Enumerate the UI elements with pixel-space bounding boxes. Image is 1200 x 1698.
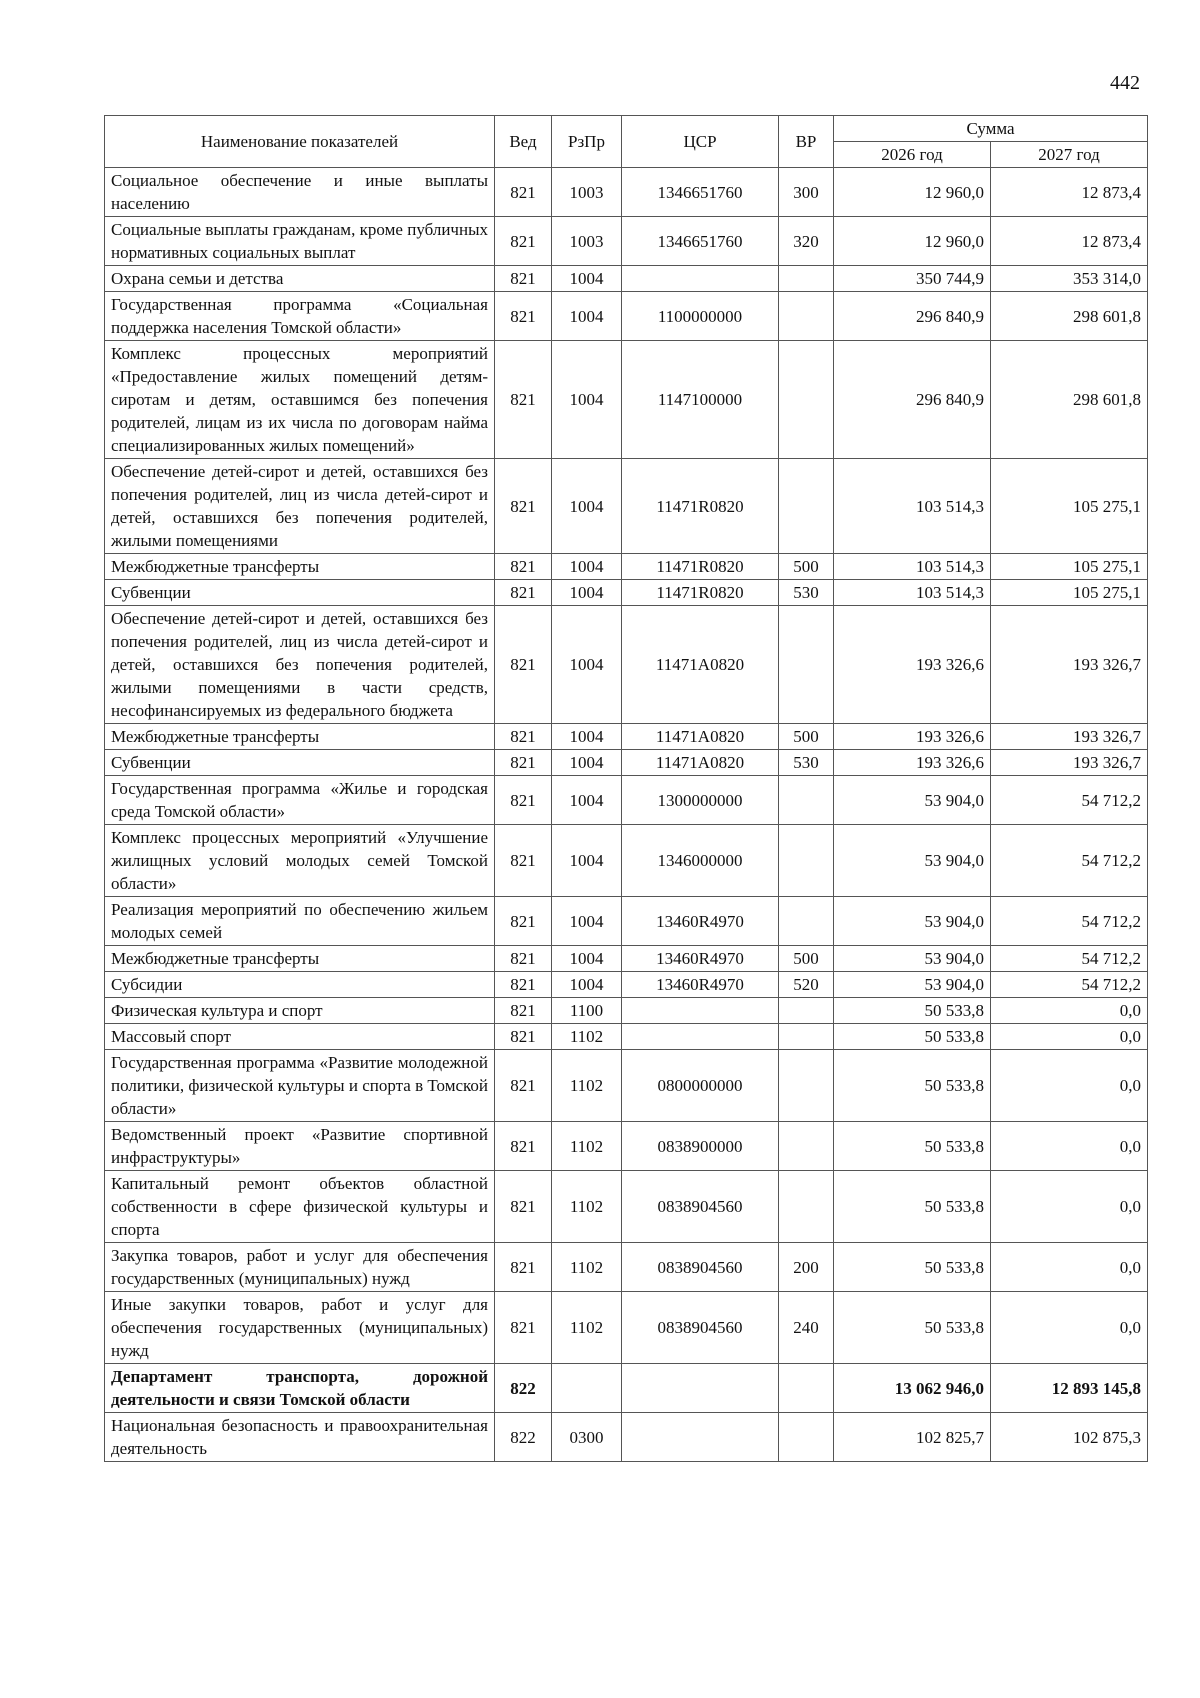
cell-sum-2027: 0,0 bbox=[991, 1122, 1148, 1171]
cell-name: Департамент транспорта, дорожной деятельности и связи Томской области bbox=[105, 1364, 495, 1413]
cell-vr: 500 bbox=[779, 946, 834, 972]
cell-ved: 821 bbox=[495, 168, 552, 217]
cell-vr bbox=[779, 897, 834, 946]
table-row bbox=[105, 1171, 1148, 1243]
cell-csr: 1346000000 bbox=[622, 825, 779, 897]
cell-rzpr: 1004 bbox=[552, 266, 622, 292]
cell-name: Закупка товаров, работ и услуг для обеспечения государственных (муниципальных) нужд bbox=[105, 1243, 495, 1292]
cell-name: Капитальный ремонт объектов областной собственности в сфере физической культуры и спорта bbox=[105, 1171, 495, 1243]
table-row bbox=[105, 606, 1148, 724]
cell-vr: 520 bbox=[779, 972, 834, 998]
cell-name: Государственная программа «Жилье и городская среда Томской области» bbox=[105, 776, 495, 825]
cell-sum-2026: 296 840,9 bbox=[834, 292, 991, 341]
cell-sum-2027: 0,0 bbox=[991, 998, 1148, 1024]
cell-ved: 821 bbox=[495, 1024, 552, 1050]
cell-sum-2026: 50 533,8 bbox=[834, 1292, 991, 1364]
table-row bbox=[105, 825, 1148, 897]
cell-rzpr: 1004 bbox=[552, 341, 622, 459]
table-row bbox=[105, 1243, 1148, 1292]
table-row bbox=[105, 1024, 1148, 1050]
cell-name: Ведомственный проект «Развитие спортивной инфраструктуры» bbox=[105, 1122, 495, 1171]
cell-vr bbox=[779, 459, 834, 554]
cell-rzpr: 1102 bbox=[552, 1292, 622, 1364]
cell-csr bbox=[622, 998, 779, 1024]
cell-rzpr: 1004 bbox=[552, 554, 622, 580]
cell-sum-2027: 0,0 bbox=[991, 1024, 1148, 1050]
cell-rzpr: 1004 bbox=[552, 606, 622, 724]
cell-name: Реализация мероприятий по обеспечению жильем молодых семей bbox=[105, 897, 495, 946]
cell-csr: 11471A0820 bbox=[622, 606, 779, 724]
cell-vr bbox=[779, 266, 834, 292]
cell-rzpr: 1102 bbox=[552, 1024, 622, 1050]
cell-ved: 821 bbox=[495, 1292, 552, 1364]
cell-name: Межбюджетные трансферты bbox=[105, 554, 495, 580]
cell-name: Иные закупки товаров, работ и услуг для обеспечения государственных (муниципальных) нужд bbox=[105, 1292, 495, 1364]
table-row bbox=[105, 292, 1148, 341]
cell-ved: 821 bbox=[495, 606, 552, 724]
cell-name: Охрана семьи и детства bbox=[105, 266, 495, 292]
cell-sum-2026: 53 904,0 bbox=[834, 776, 991, 825]
cell-sum-2026: 53 904,0 bbox=[834, 946, 991, 972]
cell-sum-2026: 102 825,7 bbox=[834, 1413, 991, 1462]
table-row bbox=[105, 1050, 1148, 1122]
cell-name: Субсидии bbox=[105, 972, 495, 998]
table-row bbox=[105, 724, 1148, 750]
cell-sum-2027: 105 275,1 bbox=[991, 459, 1148, 554]
cell-sum-2026: 103 514,3 bbox=[834, 459, 991, 554]
header-vr: ВР bbox=[779, 116, 834, 168]
cell-rzpr: 1004 bbox=[552, 724, 622, 750]
cell-vr: 240 bbox=[779, 1292, 834, 1364]
cell-vr: 200 bbox=[779, 1243, 834, 1292]
cell-ved: 821 bbox=[495, 825, 552, 897]
cell-vr bbox=[779, 606, 834, 724]
cell-ved: 821 bbox=[495, 217, 552, 266]
cell-name: Массовый спорт bbox=[105, 1024, 495, 1050]
cell-sum-2026: 50 533,8 bbox=[834, 1243, 991, 1292]
cell-csr: 13460R4970 bbox=[622, 897, 779, 946]
cell-sum-2027: 105 275,1 bbox=[991, 580, 1148, 606]
cell-name: Межбюджетные трансферты bbox=[105, 946, 495, 972]
table-row bbox=[105, 1292, 1148, 1364]
cell-rzpr: 1004 bbox=[552, 897, 622, 946]
cell-sum-2026: 53 904,0 bbox=[834, 825, 991, 897]
cell-name: Обеспечение детей-сирот и детей, оставшихся без попечения родителей, лиц из числа детей-сирот и детей, оставшихся без попечения родителей, жилыми помещениями bbox=[105, 459, 495, 554]
cell-sum-2027: 298 601,8 bbox=[991, 292, 1148, 341]
cell-csr: 0838904560 bbox=[622, 1292, 779, 1364]
table-row bbox=[105, 580, 1148, 606]
cell-name: Межбюджетные трансферты bbox=[105, 724, 495, 750]
table-row bbox=[105, 946, 1148, 972]
table-header bbox=[105, 116, 1148, 168]
cell-sum-2026: 13 062 946,0 bbox=[834, 1364, 991, 1413]
cell-csr: 0838900000 bbox=[622, 1122, 779, 1171]
cell-vr bbox=[779, 1024, 834, 1050]
cell-sum-2026: 350 744,9 bbox=[834, 266, 991, 292]
cell-rzpr: 1102 bbox=[552, 1122, 622, 1171]
table-row bbox=[105, 168, 1148, 217]
table-row bbox=[105, 554, 1148, 580]
cell-ved: 821 bbox=[495, 897, 552, 946]
cell-vr: 500 bbox=[779, 724, 834, 750]
header-ved: Вед bbox=[495, 116, 552, 168]
table-row bbox=[105, 897, 1148, 946]
budget-table bbox=[104, 115, 1148, 1462]
cell-csr: 0800000000 bbox=[622, 1050, 779, 1122]
table-row bbox=[105, 998, 1148, 1024]
cell-vr bbox=[779, 825, 834, 897]
cell-csr: 11471A0820 bbox=[622, 724, 779, 750]
cell-vr: 300 bbox=[779, 168, 834, 217]
cell-vr bbox=[779, 1413, 834, 1462]
table-row bbox=[105, 217, 1148, 266]
cell-sum-2026: 296 840,9 bbox=[834, 341, 991, 459]
cell-ved: 821 bbox=[495, 459, 552, 554]
cell-csr: 13460R4970 bbox=[622, 972, 779, 998]
cell-name: Национальная безопасность и правоохранительная деятельность bbox=[105, 1413, 495, 1462]
table-row bbox=[105, 972, 1148, 998]
cell-ved: 822 bbox=[495, 1364, 552, 1413]
cell-sum-2026: 53 904,0 bbox=[834, 897, 991, 946]
cell-csr: 11471R0820 bbox=[622, 459, 779, 554]
cell-ved: 822 bbox=[495, 1413, 552, 1462]
cell-vr: 530 bbox=[779, 750, 834, 776]
cell-sum-2026: 12 960,0 bbox=[834, 217, 991, 266]
cell-csr bbox=[622, 1364, 779, 1413]
cell-vr bbox=[779, 998, 834, 1024]
cell-sum-2027: 0,0 bbox=[991, 1292, 1148, 1364]
cell-sum-2026: 193 326,6 bbox=[834, 606, 991, 724]
cell-csr: 13460R4970 bbox=[622, 946, 779, 972]
cell-csr: 0838904560 bbox=[622, 1171, 779, 1243]
cell-csr bbox=[622, 266, 779, 292]
cell-name: Государственная программа «Социальная поддержка населения Томской области» bbox=[105, 292, 495, 341]
cell-rzpr: 1102 bbox=[552, 1171, 622, 1243]
cell-name: Субвенции bbox=[105, 750, 495, 776]
cell-csr: 11471A0820 bbox=[622, 750, 779, 776]
cell-sum-2027: 0,0 bbox=[991, 1171, 1148, 1243]
cell-sum-2027: 105 275,1 bbox=[991, 554, 1148, 580]
cell-ved: 821 bbox=[495, 1050, 552, 1122]
table-body bbox=[105, 168, 1148, 1462]
table-row bbox=[105, 776, 1148, 825]
cell-csr: 1346651760 bbox=[622, 217, 779, 266]
cell-vr bbox=[779, 1171, 834, 1243]
cell-csr: 1346651760 bbox=[622, 168, 779, 217]
table-row bbox=[105, 1122, 1148, 1171]
table-row bbox=[105, 266, 1148, 292]
header-year-2027: 2027 год bbox=[991, 142, 1148, 168]
table-row bbox=[105, 341, 1148, 459]
cell-csr: 11471R0820 bbox=[622, 580, 779, 606]
cell-name: Комплекс процессных мероприятий «Улучшение жилищных условий молодых семей Томской области» bbox=[105, 825, 495, 897]
cell-rzpr: 0300 bbox=[552, 1413, 622, 1462]
cell-csr: 0838904560 bbox=[622, 1243, 779, 1292]
cell-rzpr: 1004 bbox=[552, 972, 622, 998]
table-row bbox=[105, 1413, 1148, 1462]
cell-sum-2027: 54 712,2 bbox=[991, 776, 1148, 825]
table-row bbox=[105, 750, 1148, 776]
cell-ved: 821 bbox=[495, 750, 552, 776]
cell-rzpr: 1004 bbox=[552, 750, 622, 776]
cell-sum-2027: 193 326,7 bbox=[991, 750, 1148, 776]
cell-sum-2027: 54 712,2 bbox=[991, 946, 1148, 972]
header-year-2026: 2026 год bbox=[834, 142, 991, 168]
cell-rzpr: 1004 bbox=[552, 292, 622, 341]
cell-vr: 500 bbox=[779, 554, 834, 580]
table-row bbox=[105, 1364, 1148, 1413]
cell-csr bbox=[622, 1413, 779, 1462]
cell-sum-2026: 53 904,0 bbox=[834, 972, 991, 998]
cell-rzpr: 1102 bbox=[552, 1243, 622, 1292]
cell-csr: 1100000000 bbox=[622, 292, 779, 341]
page-number: 442 bbox=[1110, 72, 1140, 94]
cell-csr bbox=[622, 1024, 779, 1050]
table-row bbox=[105, 459, 1148, 554]
cell-rzpr: 1004 bbox=[552, 580, 622, 606]
cell-sum-2026: 50 533,8 bbox=[834, 998, 991, 1024]
cell-rzpr: 1004 bbox=[552, 825, 622, 897]
cell-sum-2026: 50 533,8 bbox=[834, 1050, 991, 1122]
cell-rzpr: 1100 bbox=[552, 998, 622, 1024]
cell-sum-2027: 0,0 bbox=[991, 1243, 1148, 1292]
cell-ved: 821 bbox=[495, 1122, 552, 1171]
cell-rzpr: 1004 bbox=[552, 946, 622, 972]
cell-ved: 821 bbox=[495, 1171, 552, 1243]
cell-sum-2027: 12 873,4 bbox=[991, 217, 1148, 266]
cell-csr: 1300000000 bbox=[622, 776, 779, 825]
cell-vr bbox=[779, 1122, 834, 1171]
cell-vr bbox=[779, 341, 834, 459]
cell-sum-2027: 12 873,4 bbox=[991, 168, 1148, 217]
cell-rzpr: 1102 bbox=[552, 1050, 622, 1122]
cell-sum-2027: 193 326,7 bbox=[991, 606, 1148, 724]
cell-vr: 320 bbox=[779, 217, 834, 266]
cell-name: Государственная программа «Развитие молодежной политики, физической культуры и спорта в Томской области» bbox=[105, 1050, 495, 1122]
cell-sum-2026: 50 533,8 bbox=[834, 1171, 991, 1243]
cell-csr: 1147100000 bbox=[622, 341, 779, 459]
cell-ved: 821 bbox=[495, 1243, 552, 1292]
cell-sum-2027: 54 712,2 bbox=[991, 972, 1148, 998]
cell-ved: 821 bbox=[495, 554, 552, 580]
cell-sum-2026: 193 326,6 bbox=[834, 724, 991, 750]
cell-vr bbox=[779, 1050, 834, 1122]
cell-sum-2027: 102 875,3 bbox=[991, 1413, 1148, 1462]
cell-name: Комплекс процессных мероприятий «Предоставление жилых помещений детям-сиротам и детям, оставшимся без попечения родителей, лицам из их числа по договорам найма специализированных жилых помещений» bbox=[105, 341, 495, 459]
cell-rzpr: 1004 bbox=[552, 459, 622, 554]
cell-sum-2027: 353 314,0 bbox=[991, 266, 1148, 292]
cell-rzpr: 1003 bbox=[552, 217, 622, 266]
cell-sum-2027: 54 712,2 bbox=[991, 825, 1148, 897]
header-rzpr: РзПр bbox=[552, 116, 622, 168]
cell-ved: 821 bbox=[495, 292, 552, 341]
cell-ved: 821 bbox=[495, 972, 552, 998]
cell-sum-2027: 298 601,8 bbox=[991, 341, 1148, 459]
cell-vr bbox=[779, 776, 834, 825]
cell-rzpr: 1003 bbox=[552, 168, 622, 217]
cell-ved: 821 bbox=[495, 266, 552, 292]
cell-name: Социальные выплаты гражданам, кроме публичных нормативных социальных выплат bbox=[105, 217, 495, 266]
cell-sum-2027: 12 893 145,8 bbox=[991, 1364, 1148, 1413]
cell-vr bbox=[779, 1364, 834, 1413]
cell-rzpr bbox=[552, 1364, 622, 1413]
cell-name: Субвенции bbox=[105, 580, 495, 606]
cell-sum-2026: 50 533,8 bbox=[834, 1024, 991, 1050]
header-csr: ЦСР bbox=[622, 116, 779, 168]
cell-ved: 821 bbox=[495, 724, 552, 750]
cell-sum-2026: 103 514,3 bbox=[834, 554, 991, 580]
cell-rzpr: 1004 bbox=[552, 776, 622, 825]
cell-vr bbox=[779, 292, 834, 341]
cell-sum-2026: 103 514,3 bbox=[834, 580, 991, 606]
cell-vr: 530 bbox=[779, 580, 834, 606]
cell-name: Социальное обеспечение и иные выплаты населению bbox=[105, 168, 495, 217]
cell-csr: 11471R0820 bbox=[622, 554, 779, 580]
header-sum: Сумма bbox=[834, 116, 1148, 142]
cell-name: Обеспечение детей-сирот и детей, оставшихся без попечения родителей, лиц из числа детей-сирот и детей, оставшихся без попечения родителей, жилыми помещениями в части средств, несофинансируемых из федерального бюджета bbox=[105, 606, 495, 724]
cell-ved: 821 bbox=[495, 946, 552, 972]
cell-sum-2027: 0,0 bbox=[991, 1050, 1148, 1122]
cell-ved: 821 bbox=[495, 580, 552, 606]
cell-sum-2027: 193 326,7 bbox=[991, 724, 1148, 750]
cell-sum-2026: 50 533,8 bbox=[834, 1122, 991, 1171]
cell-sum-2026: 193 326,6 bbox=[834, 750, 991, 776]
cell-ved: 821 bbox=[495, 998, 552, 1024]
cell-sum-2027: 54 712,2 bbox=[991, 897, 1148, 946]
cell-name: Физическая культура и спорт bbox=[105, 998, 495, 1024]
cell-sum-2026: 12 960,0 bbox=[834, 168, 991, 217]
header-name: Наименование показателей bbox=[105, 116, 495, 168]
cell-ved: 821 bbox=[495, 341, 552, 459]
cell-ved: 821 bbox=[495, 776, 552, 825]
